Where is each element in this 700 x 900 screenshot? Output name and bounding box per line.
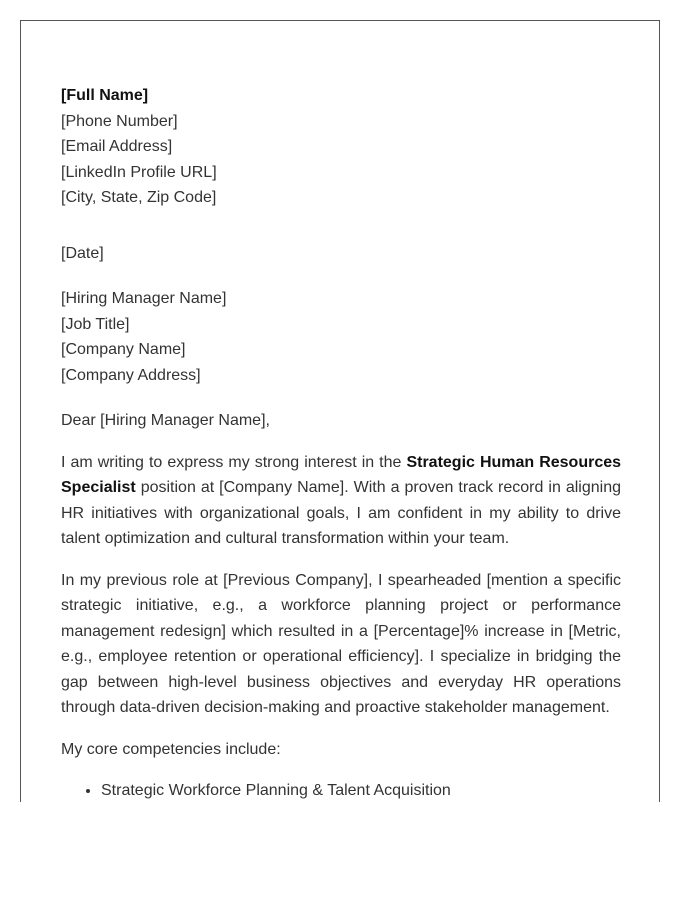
letter-content [61,83,621,802]
recipient-name: [Hiring Manager Name] [61,290,227,307]
recipient-address: [Company Address] [61,366,201,384]
letter-date: [Date] [61,244,104,262]
paragraph-experience: In my previous role at [Previous Company], I spearheaded [mention a specific strategic initiative, e.g., a workforce planning project or performance management redesign] which resulted in a [Percentage]% increase in [Metric, e.g., employee retention or operational efficiency]. I specialize in bridging the gap between high-level business objectives and everyday HR operations through data-driven decision-making and proactive stakeholder management. [61,571,621,716]
paragraph-intro-start: I am writing to express my strong interest in the [61,453,407,471]
sender-phone: [Phone Number] [61,112,178,130]
sender-block [61,83,621,211]
recipient-job-title: [Job Title] [61,315,130,333]
competencies-list [61,778,621,802]
sender-location: [City, State, Zip Code] [61,189,217,206]
list-item: • Strategic Workforce Planning & Talent Acquisition [101,778,621,802]
letter-page [20,20,660,802]
sender-full-name: [Full Name] [61,87,149,104]
paragraph-intro [61,450,621,552]
recipient-company: [Company Name] [61,341,186,358]
salutation: Dear [Hiring Manager Name], [61,412,270,429]
sender-linkedin: [LinkedIn Profile URL] [61,163,217,181]
competencies-intro: My core competencies include: [61,740,281,758]
sender-email: [Email Address] [61,138,173,155]
recipient-block [61,286,621,388]
position-title: Strategic Human Resources Specialist [61,453,622,496]
paragraph-intro-end: position at [Company Name]. With a proven track record in aligning HR initiatives with organizational goals, I am confident in my ability to drive talent optimization and cultural transformation within your team. [61,479,621,547]
